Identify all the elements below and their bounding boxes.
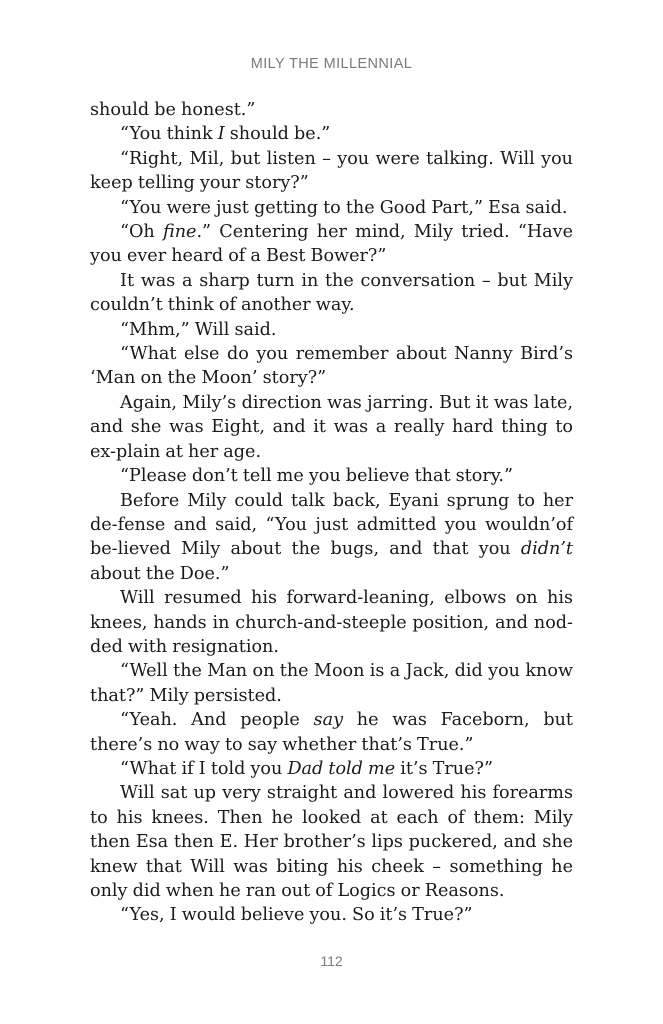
paragraph (90, 586, 573, 659)
paragraph (90, 122, 573, 146)
text-run: Again, Mily’s direction was jarring. But it was late, and she was Eight, and it was a really hard thing to ex-plain at her age. (90, 392, 573, 462)
paragraph (90, 903, 573, 927)
text-run: Before Mily could talk back, Eyani sprung to her de-fense and said, “You just admitted you wouldn’of be-lieved Mily about the bugs, and that you (90, 490, 573, 560)
italic-text: Dad told me (287, 758, 396, 779)
paragraph (90, 342, 573, 391)
paragraph (90, 147, 573, 196)
paragraph (90, 196, 573, 220)
paragraph (90, 659, 573, 708)
running-head: MILY THE MILLENNIAL (250, 56, 413, 72)
paragraph (90, 489, 573, 587)
text-run: “Oh (120, 222, 163, 243)
text-run: “You think (120, 124, 218, 145)
paragraph (90, 318, 573, 342)
paragraph (90, 781, 573, 903)
paragraph (90, 757, 573, 781)
text-run: “What if I told you (120, 758, 288, 779)
italic-text: say (313, 710, 344, 731)
text-run: .” Centering her mind, Mily tried. “Have you ever heard of a Best Bower?” (90, 222, 574, 267)
text-run: “Please don’t tell me you believe that story.” (120, 466, 513, 487)
text-run: should be honest.” (90, 100, 256, 120)
text-run: “Well the Man on the Moon is a Jack, did you know that?” Mily persisted. (90, 661, 573, 706)
text-run: he was Faceborn, but there’s no way to say whether that’s True.” (90, 710, 573, 755)
text-run: “What else do you remember about Nanny Bird’s ‘Man on the Moon’ story?” (90, 344, 573, 389)
text-run: It was a sharp turn in the conversation – but Mily couldn’t think of another way. (90, 270, 573, 316)
page-number: 112 (320, 953, 343, 969)
italic-text: fine (162, 222, 197, 243)
paragraph (90, 220, 573, 269)
paragraph (90, 708, 573, 757)
text-run: “Right, Mil, but listen – you were talking. Will you keep telling your story?” (90, 148, 573, 194)
text-run: Will resumed his forward-leaning, elbows on his knees, hands in church-and-steeple position, and nod-ded with resignation. (90, 588, 573, 657)
body-text (90, 98, 573, 928)
text-run: Will sat up very straight and lowered his forearms to his knees. Then he looked at each of them: Mily then Esa then E. Her brother’s lips puckered, and she knew that Will was biting his cheek – something he only did when he ran out of Logics or Reasons. (90, 783, 573, 901)
text-run: “You were just getting to the Good Part,” Esa said. (120, 197, 568, 218)
text-run: “Yes, I would believe you. So it’s True?” (120, 905, 473, 926)
italic-text: I (217, 124, 225, 145)
text-run: it’s True?” (395, 758, 493, 779)
italic-text: didn’t (520, 539, 573, 560)
paragraph (90, 269, 573, 318)
text-run: should be.” (224, 124, 331, 145)
paragraph (90, 391, 573, 464)
paragraph (90, 464, 573, 488)
text-run: “Yeah. And people (120, 710, 314, 731)
paragraph (90, 98, 573, 122)
text-run: about the Doe.” (90, 563, 230, 584)
text-run: “Mhm,” Will said. (120, 319, 277, 340)
